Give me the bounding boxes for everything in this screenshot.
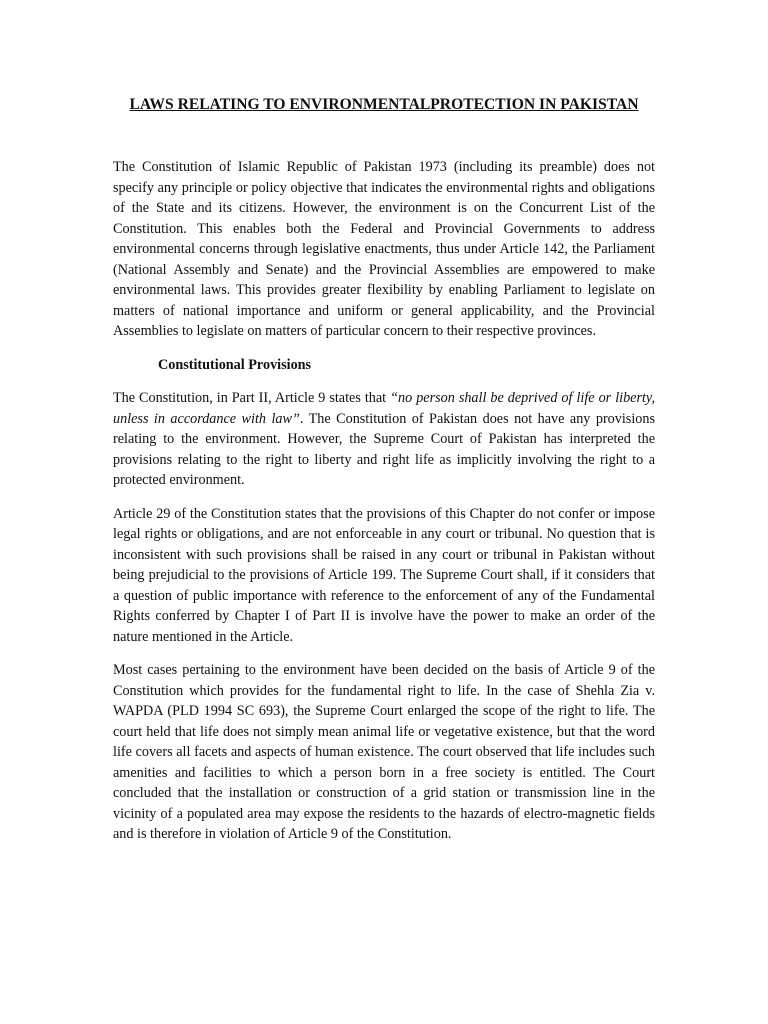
document-title: LAWS RELATING TO ENVIRONMENTALPROTECTION IN PAKISTAN <box>129 96 639 113</box>
article29-paragraph: Article 29 of the Constitution states that the provisions of this Chapter do not confer or impose legal rights or obligations, and are not enforceable in any court or tribunal. No question that is inconsistent with such provisions shall be raised in any court or tribunal in Pakistan without being prejudicial to the provisions of Article 199. The Supreme Court shall, if it considers that a question of public importance with reference to the enforcement of any of the Fundamental Rights conferred by Chapter I of Part II is involve have the power to make an order of the nature mentioned in the Article. <box>113 505 655 645</box>
article9-quote: “no person shall be deprived of life or liberty, unless in accordance with law” <box>113 390 655 427</box>
document-body <box>113 93 655 858</box>
article9-rest: . The Constitution of Pakistan does not have any provisions relating to the environment. However, the Supreme Court of Pakistan has interpreted the provisions relating to the right to liberty and right life as implicitly involving the right to a protected environment. <box>113 410 655 488</box>
cases-paragraph: Most cases pertaining to the environment have been decided on the basis of Article 9 of the Constitution which provides for the fundamental right to life. In the case of Shehla Zia v. WAPDA (PLD 1994 SC 693), the Supreme Court enlarged the scope of the right to life. The court held that life does not simply mean animal life or vegetative existence, but that the word life covers all facets and aspects of human existence. The court observed that life includes such amenities and facilities to which a person born in a free society is entitled. The Court concluded that the installation or construction of a grid station or transmission line in the vicinity of a populated area may expose the residents to the hazards of electro-magnetic fields and is therefore in violation of Article 9 of the Constitution. <box>113 662 655 842</box>
article9-paragraph <box>113 388 655 491</box>
article9-lead: The Constitution, in Part II, Article 9 states that <box>113 390 391 406</box>
section-heading: Constitutional Provisions <box>158 356 312 373</box>
intro-paragraph: The Constitution of Islamic Republic of Pakistan 1973 (including its preamble) does not specify any principle or policy objective that indicates the environmental rights and obligations of the State and its citizens. However, the environment is on the Concurrent List of the Constitution. This enables both the Federal and Provincial Governments to address environmental concerns through legislative enactments, thus under Article 142, the Parliament (National Assembly and Senate) and the Provincial Assemblies are empowered to make environmental laws. This provides greater flexibility by enabling Parliament to legislate on matters of national importance and uniform or general applicability, and the Provincial Assemblies to legislate on matters of particular concern to their respective provinces. <box>113 159 655 339</box>
